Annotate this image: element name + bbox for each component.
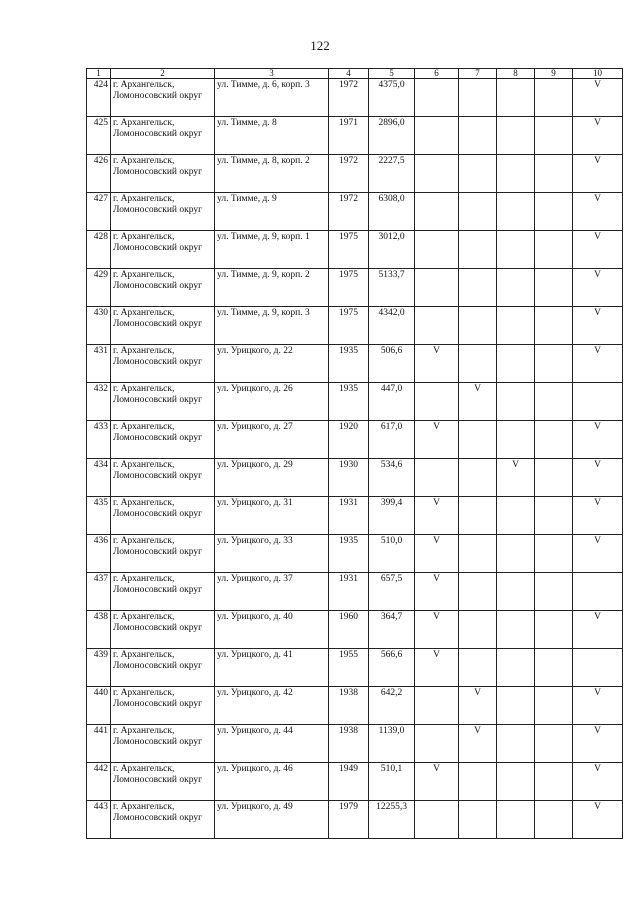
row-number: 436 xyxy=(87,535,111,573)
street-address-cell: ул. Урицкого, д. 42 xyxy=(215,687,329,725)
year-cell: 1935 xyxy=(329,535,369,573)
area-cell: 510,0 xyxy=(369,535,415,573)
mark-cell-9 xyxy=(535,269,573,307)
settlement-cell: г. Архангельск, Ломоносовский округ xyxy=(111,155,215,193)
settlement-cell: г. Архангельск, Ломоносовский округ xyxy=(111,117,215,155)
mark-cell-10: V xyxy=(573,231,623,269)
mark-cell-9 xyxy=(535,383,573,421)
settlement-cell: г. Архангельск, Ломоносовский округ xyxy=(111,459,215,497)
mark-cell-10: V xyxy=(573,535,623,573)
column-header: 10 xyxy=(573,69,623,79)
mark-cell-9 xyxy=(535,79,573,117)
mark-cell-9 xyxy=(535,535,573,573)
row-number: 432 xyxy=(87,383,111,421)
year-cell: 1938 xyxy=(329,687,369,725)
mark-cell-10: V xyxy=(573,801,623,839)
street-address-cell: ул. Тимме, д. 6, корп. 3 xyxy=(215,79,329,117)
mark-cell-6 xyxy=(415,383,459,421)
row-number: 435 xyxy=(87,497,111,535)
mark-cell-8 xyxy=(497,307,535,345)
area-cell: 12255,3 xyxy=(369,801,415,839)
column-header: 5 xyxy=(369,69,415,79)
mark-cell-10: V xyxy=(573,725,623,763)
year-cell: 1949 xyxy=(329,763,369,801)
mark-cell-9 xyxy=(535,459,573,497)
settlement-cell: г. Архангельск, Ломоносовский округ xyxy=(111,573,215,611)
table-body xyxy=(87,79,623,839)
mark-cell-9 xyxy=(535,155,573,193)
column-header: 7 xyxy=(459,69,497,79)
year-cell: 1975 xyxy=(329,269,369,307)
mark-cell-7 xyxy=(459,269,497,307)
street-address-cell: ул. Тимме, д. 9, корп. 1 xyxy=(215,231,329,269)
mark-cell-7 xyxy=(459,345,497,383)
mark-cell-7 xyxy=(459,573,497,611)
settlement-cell: г. Архангельск, Ломоносовский округ xyxy=(111,497,215,535)
street-address-cell: ул. Урицкого, д. 29 xyxy=(215,459,329,497)
year-cell: 1931 xyxy=(329,497,369,535)
mark-cell-7 xyxy=(459,763,497,801)
row-number: 433 xyxy=(87,421,111,459)
column-header: 8 xyxy=(497,69,535,79)
mark-cell-8: V xyxy=(497,459,535,497)
street-address-cell: ул. Урицкого, д. 37 xyxy=(215,573,329,611)
mark-cell-7 xyxy=(459,307,497,345)
area-cell: 506,6 xyxy=(369,345,415,383)
area-cell: 510,1 xyxy=(369,763,415,801)
street-address-cell: ул. Урицкого, д. 27 xyxy=(215,421,329,459)
mark-cell-6: V xyxy=(415,611,459,649)
column-header: 4 xyxy=(329,69,369,79)
mark-cell-10: V xyxy=(573,421,623,459)
mark-cell-7 xyxy=(459,117,497,155)
street-address-cell: ул. Урицкого, д. 41 xyxy=(215,649,329,687)
row-number: 440 xyxy=(87,687,111,725)
row-number: 439 xyxy=(87,649,111,687)
mark-cell-9 xyxy=(535,649,573,687)
area-cell: 2227,5 xyxy=(369,155,415,193)
year-cell: 1930 xyxy=(329,459,369,497)
year-cell: 1972 xyxy=(329,193,369,231)
year-cell: 1935 xyxy=(329,383,369,421)
mark-cell-10: V xyxy=(573,307,623,345)
area-cell: 6308,0 xyxy=(369,193,415,231)
mark-cell-8 xyxy=(497,535,535,573)
mark-cell-10: V xyxy=(573,459,623,497)
area-cell: 2896,0 xyxy=(369,117,415,155)
mark-cell-8 xyxy=(497,497,535,535)
street-address-cell: ул. Урицкого, д. 31 xyxy=(215,497,329,535)
mark-cell-8 xyxy=(497,79,535,117)
mark-cell-7 xyxy=(459,649,497,687)
settlement-cell: г. Архангельск, Ломоносовский округ xyxy=(111,231,215,269)
year-cell: 1972 xyxy=(329,79,369,117)
year-cell: 1972 xyxy=(329,155,369,193)
table-row xyxy=(87,687,623,725)
mark-cell-6: V xyxy=(415,497,459,535)
area-cell: 1139,0 xyxy=(369,725,415,763)
mark-cell-10: V xyxy=(573,497,623,535)
street-address-cell: ул. Урицкого, д. 46 xyxy=(215,763,329,801)
area-cell: 447,0 xyxy=(369,383,415,421)
street-address-cell: ул. Тимме, д. 8, корп. 2 xyxy=(215,155,329,193)
year-cell: 1938 xyxy=(329,725,369,763)
table-row xyxy=(87,345,623,383)
mark-cell-7: V xyxy=(459,383,497,421)
year-cell: 1931 xyxy=(329,573,369,611)
mark-cell-9 xyxy=(535,421,573,459)
settlement-cell: г. Архангельск, Ломоносовский округ xyxy=(111,79,215,117)
mark-cell-9 xyxy=(535,307,573,345)
settlement-cell: г. Архангельск, Ломоносовский округ xyxy=(111,307,215,345)
mark-cell-6: V xyxy=(415,535,459,573)
mark-cell-7 xyxy=(459,497,497,535)
mark-cell-10: V xyxy=(573,193,623,231)
settlement-cell: г. Архангельск, Ломоносовский округ xyxy=(111,383,215,421)
mark-cell-6 xyxy=(415,193,459,231)
year-cell: 1960 xyxy=(329,611,369,649)
mark-cell-8 xyxy=(497,801,535,839)
table-row xyxy=(87,155,623,193)
settlement-cell: г. Архангельск, Ломоносовский округ xyxy=(111,269,215,307)
mark-cell-8 xyxy=(497,573,535,611)
street-address-cell: ул. Урицкого, д. 44 xyxy=(215,725,329,763)
page-number: 122 xyxy=(310,38,330,53)
mark-cell-6 xyxy=(415,687,459,725)
mark-cell-10: V xyxy=(573,155,623,193)
settlement-cell: г. Архангельск, Ломоносовский округ xyxy=(111,535,215,573)
row-number: 424 xyxy=(87,79,111,117)
table-row xyxy=(87,79,623,117)
mark-cell-9 xyxy=(535,573,573,611)
row-number: 443 xyxy=(87,801,111,839)
area-cell: 566,6 xyxy=(369,649,415,687)
row-number: 427 xyxy=(87,193,111,231)
street-address-cell: ул. Урицкого, д. 22 xyxy=(215,345,329,383)
year-cell: 1979 xyxy=(329,801,369,839)
row-number: 438 xyxy=(87,611,111,649)
row-number: 441 xyxy=(87,725,111,763)
mark-cell-7 xyxy=(459,79,497,117)
settlement-cell: г. Архангельск, Ломоносовский округ xyxy=(111,649,215,687)
settlement-cell: г. Архангельск, Ломоносовский округ xyxy=(111,421,215,459)
mark-cell-8 xyxy=(497,231,535,269)
mark-cell-10 xyxy=(573,649,623,687)
column-header: 3 xyxy=(215,69,329,79)
mark-cell-6: V xyxy=(415,421,459,459)
mark-cell-9 xyxy=(535,345,573,383)
mark-cell-9 xyxy=(535,763,573,801)
street-address-cell: ул. Урицкого, д. 49 xyxy=(215,801,329,839)
street-address-cell: ул. Тимме, д. 9, корп. 3 xyxy=(215,307,329,345)
mark-cell-7 xyxy=(459,459,497,497)
mark-cell-10 xyxy=(573,573,623,611)
mark-cell-7 xyxy=(459,801,497,839)
area-cell: 4342,0 xyxy=(369,307,415,345)
mark-cell-7 xyxy=(459,535,497,573)
mark-cell-7 xyxy=(459,611,497,649)
mark-cell-6 xyxy=(415,269,459,307)
mark-cell-10: V xyxy=(573,763,623,801)
street-address-cell: ул. Урицкого, д. 40 xyxy=(215,611,329,649)
mark-cell-9 xyxy=(535,725,573,763)
mark-cell-6 xyxy=(415,307,459,345)
street-address-cell: ул. Тимме, д. 8 xyxy=(215,117,329,155)
mark-cell-8 xyxy=(497,269,535,307)
mark-cell-10: V xyxy=(573,269,623,307)
table-row xyxy=(87,573,623,611)
column-header: 6 xyxy=(415,69,459,79)
column-header: 2 xyxy=(111,69,215,79)
mark-cell-9 xyxy=(535,193,573,231)
table-row xyxy=(87,497,623,535)
street-address-cell: ул. Тимме, д. 9 xyxy=(215,193,329,231)
row-number: 431 xyxy=(87,345,111,383)
settlement-cell: г. Архангельск, Ломоносовский округ xyxy=(111,725,215,763)
mark-cell-8 xyxy=(497,763,535,801)
column-header: 9 xyxy=(535,69,573,79)
mark-cell-8 xyxy=(497,649,535,687)
mark-cell-10: V xyxy=(573,345,623,383)
mark-cell-7 xyxy=(459,421,497,459)
column-header: 1 xyxy=(87,69,111,79)
table-row xyxy=(87,383,623,421)
mark-cell-8 xyxy=(497,611,535,649)
mark-cell-6: V xyxy=(415,763,459,801)
mark-cell-10 xyxy=(573,383,623,421)
row-number: 428 xyxy=(87,231,111,269)
mark-cell-9 xyxy=(535,801,573,839)
mark-cell-6: V xyxy=(415,573,459,611)
table-row xyxy=(87,611,623,649)
area-cell: 364,7 xyxy=(369,611,415,649)
settlement-cell: г. Архангельск, Ломоносовский округ xyxy=(111,345,215,383)
mark-cell-7: V xyxy=(459,725,497,763)
table-row xyxy=(87,725,623,763)
registry-table xyxy=(86,68,623,839)
street-address-cell: ул. Урицкого, д. 26 xyxy=(215,383,329,421)
table-row xyxy=(87,763,623,801)
row-number: 442 xyxy=(87,763,111,801)
row-number: 430 xyxy=(87,307,111,345)
mark-cell-9 xyxy=(535,231,573,269)
mark-cell-8 xyxy=(497,155,535,193)
mark-cell-8 xyxy=(497,345,535,383)
mark-cell-6: V xyxy=(415,649,459,687)
row-number: 434 xyxy=(87,459,111,497)
table-row xyxy=(87,231,623,269)
year-cell: 1971 xyxy=(329,117,369,155)
row-number: 429 xyxy=(87,269,111,307)
table-row xyxy=(87,117,623,155)
street-address-cell: ул. Урицкого, д. 33 xyxy=(215,535,329,573)
mark-cell-9 xyxy=(535,611,573,649)
mark-cell-6 xyxy=(415,231,459,269)
mark-cell-6 xyxy=(415,155,459,193)
mark-cell-10: V xyxy=(573,79,623,117)
mark-cell-8 xyxy=(497,383,535,421)
mark-cell-6 xyxy=(415,725,459,763)
mark-cell-10: V xyxy=(573,611,623,649)
street-address-cell: ул. Тимме, д. 9, корп. 2 xyxy=(215,269,329,307)
area-cell: 534,6 xyxy=(369,459,415,497)
header-row xyxy=(87,69,623,79)
year-cell: 1935 xyxy=(329,345,369,383)
table-row xyxy=(87,421,623,459)
settlement-cell: г. Архангельск, Ломоносовский округ xyxy=(111,763,215,801)
table-row xyxy=(87,535,623,573)
table-row xyxy=(87,801,623,839)
year-cell: 1975 xyxy=(329,231,369,269)
mark-cell-8 xyxy=(497,117,535,155)
mark-cell-6 xyxy=(415,117,459,155)
mark-cell-9 xyxy=(535,497,573,535)
mark-cell-8 xyxy=(497,725,535,763)
mark-cell-7: V xyxy=(459,687,497,725)
table-row xyxy=(87,269,623,307)
year-cell: 1920 xyxy=(329,421,369,459)
area-cell: 657,5 xyxy=(369,573,415,611)
mark-cell-6 xyxy=(415,801,459,839)
table-row xyxy=(87,193,623,231)
mark-cell-8 xyxy=(497,687,535,725)
settlement-cell: г. Архангельск, Ломоносовский округ xyxy=(111,193,215,231)
mark-cell-9 xyxy=(535,117,573,155)
settlement-cell: г. Архангельск, Ломоносовский округ xyxy=(111,801,215,839)
settlement-cell: г. Архангельск, Ломоносовский округ xyxy=(111,687,215,725)
mark-cell-10: V xyxy=(573,117,623,155)
year-cell: 1975 xyxy=(329,307,369,345)
row-number: 425 xyxy=(87,117,111,155)
area-cell: 3012,0 xyxy=(369,231,415,269)
mark-cell-9 xyxy=(535,687,573,725)
area-cell: 642,2 xyxy=(369,687,415,725)
mark-cell-8 xyxy=(497,193,535,231)
mark-cell-7 xyxy=(459,193,497,231)
mark-cell-8 xyxy=(497,421,535,459)
area-cell: 399,4 xyxy=(369,497,415,535)
area-cell: 617,0 xyxy=(369,421,415,459)
mark-cell-7 xyxy=(459,155,497,193)
table-row xyxy=(87,307,623,345)
row-number: 426 xyxy=(87,155,111,193)
mark-cell-6: V xyxy=(415,345,459,383)
row-number: 437 xyxy=(87,573,111,611)
year-cell: 1955 xyxy=(329,649,369,687)
mark-cell-7 xyxy=(459,231,497,269)
table-row xyxy=(87,459,623,497)
table-row xyxy=(87,649,623,687)
area-cell: 5133,7 xyxy=(369,269,415,307)
mark-cell-10: V xyxy=(573,687,623,725)
settlement-cell: г. Архангельск, Ломоносовский округ xyxy=(111,611,215,649)
mark-cell-6 xyxy=(415,79,459,117)
area-cell: 4375,0 xyxy=(369,79,415,117)
mark-cell-6 xyxy=(415,459,459,497)
